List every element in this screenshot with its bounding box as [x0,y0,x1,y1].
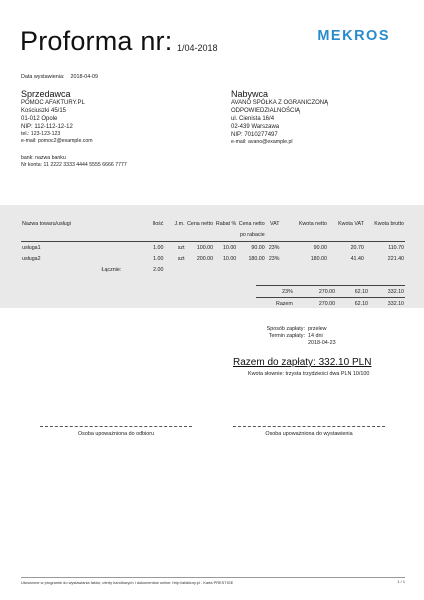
col-header-net-after [237,219,265,242]
payment-method-value: przelew [308,326,327,332]
table-row [21,242,405,254]
amount-due: Razem do zapłaty: 332.10 PLN [233,357,372,368]
sum-vat: 62.10 [354,300,368,307]
document-title: Proforma nr: [20,26,173,56]
cell-net-price: 200.00 [196,255,214,262]
bank-details [21,155,221,169]
cell-qty: 1.00 [153,255,164,262]
col-header-vat-value: Kwota VAT [338,221,364,227]
cell-gross-value: 221.40 [387,255,404,262]
company-logo: MEKROS [317,28,390,44]
buyer-name-line2: ODPOWIEDZIALNOŚCIĄ [231,108,301,114]
buyer-nip: NIP: 7010277497 [231,132,278,138]
col-header-net-after-sub: po rabacie [239,232,265,238]
payment-details [200,326,360,347]
cell-discount: 10.00 [222,244,237,251]
payment-term-label: Termin zapłaty: [268,333,305,339]
seller-block [21,89,201,145]
cell-name: usługa2 [22,255,41,262]
cell-net-value: 90.00 [313,244,327,251]
col-header-gross-value: Kwota brutto [374,221,404,227]
cell-discount: 10.00 [222,255,237,262]
seller-heading: Sprzedawca [21,89,71,99]
sum-label: Razem [276,300,293,307]
col-header-net-value: Kwota netto [298,221,327,227]
signature-label-right: Osoba upoważniona do wystawienia [265,431,353,437]
issue-date-label: Data wystawienia: [21,74,65,80]
cell-qty: 1.00 [153,244,164,251]
total-qty-row [21,264,405,275]
cell-net-after: 90.00 [251,244,265,251]
cell-net-price: 100.00 [196,244,214,251]
col-header-net-price: Cena netto [187,221,214,227]
cell-gross-value: 110.70 [388,244,404,251]
page-number: 1 / 1 [397,579,405,584]
total-qty-value: 2.00 [153,266,164,273]
col-header-unit: J.m. [174,221,185,227]
signature-line-left [40,426,192,427]
payment-method-label: Sposób zapłaty: [266,326,305,332]
summary-vat-rate: 23% [256,286,294,298]
items-header-row [21,219,405,242]
footer-note: Utworzone w programie do wystawiania faktur, oferty handlowych i dokumentów online: http://afaktury.pl - Karta PRESTIGE [21,577,405,585]
items-table [21,219,405,275]
seller-nip: NIP: 112-112-12-12 [21,124,73,130]
buyer-street: ul. Cienista 16/4 [231,116,275,122]
col-header-vat: VAT [269,221,280,227]
signature-line-right [233,426,385,427]
summary-gross: 332.10 [369,286,405,298]
payment-method-row [200,326,360,333]
buyer-city: 02-439 Warszawa [231,124,280,130]
buyer-block [231,89,411,146]
vat-rate-row [256,286,405,298]
issue-date-value: 2018-04-09 [70,74,99,80]
cell-vat: 23% [268,255,280,262]
cell-vat-value: 41.40 [350,255,364,262]
seller-street: Kościuszki 45/15 [21,108,67,114]
payment-date-value: 2018-04-23 [308,340,336,346]
sum-row [256,298,405,310]
sum-net: 270.00 [318,300,336,307]
cell-net-value: 180.00 [310,255,327,262]
seller-email: e-mail: pomoc2@example.com [21,138,93,144]
vat-summary-table [256,285,405,309]
payment-term-value: 14 dni [308,333,323,339]
seller-name: POMOC AFAKTURY.PL [21,100,85,106]
col-header-net-after-label: Cena netto [238,221,265,227]
cell-unit: szt [177,244,185,251]
table-row [21,253,405,264]
sum-gross: 332.10 [387,300,404,307]
total-qty-label: Łącznie: [101,266,122,273]
payment-term-row [200,333,360,340]
document-number: 1/04-2018 [177,43,218,53]
cell-vat-value: 20.70 [350,244,364,251]
seller-tel: tel.: 123-123-123 [21,131,61,137]
col-header-name: Nazwa towaru/usługi [22,221,71,227]
buyer-heading: Nabywca [231,89,269,99]
cell-vat: 23% [268,244,280,251]
signature-label-left: Osoba upoważniona do odbioru [77,431,155,437]
bank-account: Nr konta: 11 2222 3333 4444 5555 6666 7777 [21,162,127,168]
bank-name: bank: nazwa banku [21,155,66,161]
cell-net-after: 180.00 [248,255,265,262]
col-header-discount: Rabat % [215,221,237,227]
amount-in-words: Kwota słownie: trzysta trzydzieści dwa PLN 10/100 [248,371,370,377]
buyer-email: e-mail: avano@example.pl [231,139,293,145]
col-header-qty: Ilość [152,221,164,227]
issue-date-row [21,74,98,80]
cell-unit: szt [177,255,185,262]
summary-net: 270.00 [294,286,336,298]
seller-city: 01-012 Opole [21,116,58,122]
buyer-name-line1: AVANO SPÓŁKA Z OGRANICZONĄ [231,100,329,106]
summary-vat: 62.10 [336,286,369,298]
payment-date-row [200,340,360,347]
cell-name: usługa1 [22,244,41,251]
